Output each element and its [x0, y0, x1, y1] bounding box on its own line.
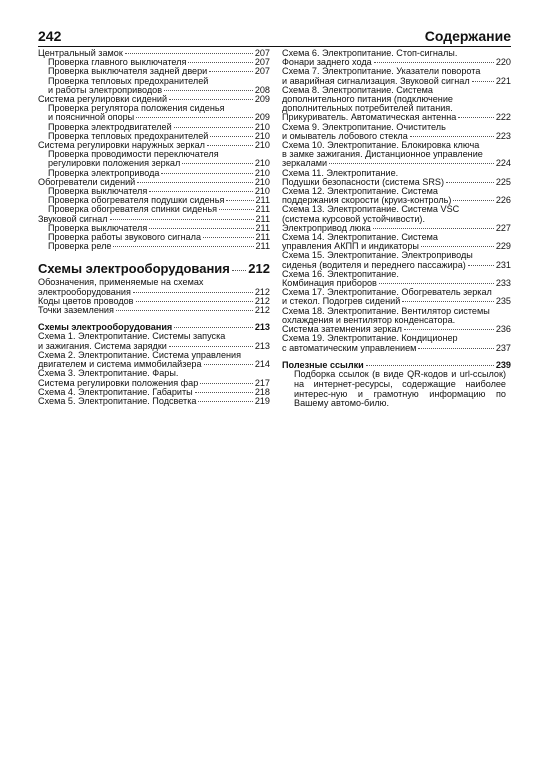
toc-entry-text: Система регулировки положения фар	[38, 377, 199, 388]
toc-page-number: 209	[254, 112, 270, 123]
dot-leader	[404, 329, 494, 330]
toc-entry-text: Схема 8. Электропитание. Система	[282, 85, 433, 95]
page-header	[38, 28, 511, 47]
dot-leader	[174, 327, 253, 328]
toc-entry-text: Схема 6. Электропитание. Стоп-сигналы.	[282, 49, 458, 58]
toc-page-number: 211	[255, 232, 270, 243]
toc-entry	[282, 141, 511, 169]
toc-entry-text: Коды цветов проводов	[38, 295, 134, 306]
toc-page-number: 236	[495, 324, 511, 335]
toc-page-number: 210	[254, 176, 270, 187]
toc-entry-text: Система регулировки сидений	[38, 94, 168, 105]
toc-entry-text: Схема 1. Электропитание. Системы запуска	[38, 332, 226, 342]
toc-entry-text: Схема 7. Электропитание. Указатели поворота	[282, 67, 481, 77]
toc-page-number: 226	[495, 195, 511, 206]
toc-entry	[38, 67, 270, 76]
toc-page-number: 239	[495, 359, 511, 370]
toc-entry	[282, 233, 511, 251]
toc-page-number: 229	[495, 241, 511, 252]
toc-entry-text: Электропривод люка	[282, 222, 371, 233]
toc-page-number: 211	[255, 222, 270, 233]
toc-entry	[282, 251, 511, 269]
dot-leader	[116, 310, 253, 311]
toc-entry-text: управления АКПП и индикаторы	[282, 241, 419, 252]
toc-page-number: 212	[248, 261, 270, 277]
toc-entry	[282, 187, 511, 205]
toc-page-number: 218	[254, 386, 270, 397]
toc-page-number: 223	[495, 130, 511, 141]
dot-leader	[472, 81, 494, 82]
dot-leader	[161, 173, 252, 174]
dot-leader	[188, 62, 252, 63]
toc-entry-text: Проверка проводимости переключателя	[48, 150, 219, 160]
toc-page-number: 211	[255, 204, 270, 215]
dot-leader	[379, 283, 494, 284]
dot-leader	[210, 136, 252, 137]
toc-entry-text: Проверка главного выключателя	[48, 57, 187, 68]
dot-leader	[410, 136, 494, 137]
toc-page-number: 214	[254, 359, 270, 370]
toc-entry	[38, 77, 270, 95]
toc-entry-text: и работы электроприводов	[48, 84, 163, 95]
toc-page-number: 207	[254, 66, 270, 77]
dot-leader	[232, 270, 246, 271]
toc-entry-text: Проверка выключателя	[48, 186, 148, 197]
dot-leader	[402, 301, 494, 302]
toc-page-number: 210	[254, 121, 270, 132]
dot-leader	[446, 182, 494, 183]
dot-leader	[329, 163, 494, 164]
dot-leader	[149, 228, 253, 229]
toc-page-number: 219	[254, 395, 270, 406]
toc-entry-text: Схема 5. Электропитание. Подсветка	[38, 395, 197, 406]
toc-left-column	[38, 49, 270, 406]
dot-leader	[219, 209, 253, 210]
toc-entry	[282, 288, 511, 306]
dot-leader	[164, 90, 253, 91]
toc-entry-text: дополнительного питания (подключение	[282, 95, 453, 105]
toc-page-number: 211	[255, 195, 270, 206]
toc-page-number: 212	[254, 286, 270, 297]
toc-entry-text: Схема 17. Электропитание. Обогреватель зеркал	[282, 288, 492, 298]
toc-entry-text: Схема 9. Электропитание. Очиститель	[282, 122, 446, 132]
toc-entry-text: (система курсовой устойчивости).	[282, 213, 425, 224]
toc-entry-text: Центральный замок	[38, 48, 123, 58]
toc-entry	[282, 86, 511, 123]
toc-entry-text: сиденья (водителя и переднего пассажира)	[282, 259, 466, 270]
toc-entry-text: Схема 3. Электропитание. Фары.	[38, 369, 179, 379]
dot-leader	[209, 71, 253, 72]
toc-entry-text: Схема 11. Электропитание.	[282, 168, 399, 178]
dot-leader	[207, 145, 253, 146]
toc-entry-text: Схема 2. Электропитание. Система управления	[38, 350, 242, 360]
toc-page-number: 213	[254, 340, 270, 351]
toc-section-heading	[38, 261, 270, 276]
toc-entry-text: Прикуриватель. Автоматическая антенна	[282, 112, 457, 123]
dot-leader	[195, 392, 253, 393]
toc-entry-text: и омыватель лобового стекла	[282, 130, 408, 141]
toc-entry	[282, 224, 511, 233]
toc-entry	[38, 242, 270, 251]
toc-page-number: 220	[495, 57, 511, 68]
toc-entry-text: и стекол. Подогрев сидений	[282, 296, 401, 307]
dot-leader	[204, 364, 253, 365]
toc-entry	[38, 351, 270, 369]
toc-entry	[38, 332, 270, 350]
dot-leader	[110, 219, 254, 220]
toc-entry-text: Обогреватели сидений	[38, 176, 136, 187]
toc-page-number: 231	[495, 259, 511, 270]
dot-leader	[169, 346, 253, 347]
toc-entry-text: Схема 13. Электропитание. Система VSC	[282, 205, 460, 215]
toc-entry-text: в замке зажигания. Дистанционное управление	[282, 150, 483, 160]
dot-leader	[182, 163, 253, 164]
dot-leader	[136, 301, 253, 302]
toc-entry-text: Схемы электрооборудования	[38, 322, 173, 333]
toc-entry-text: Схема 12. Электропитание. Система	[282, 187, 438, 197]
toc-entry-text: электрооборудования	[38, 286, 131, 297]
toc-entry-text: поддержания скорости (круиз-контроль)	[282, 195, 452, 206]
toc-entry-text: Схема 15. Электропитание. Электроприводы	[282, 251, 473, 261]
toc-page-number: 210	[254, 167, 270, 178]
toc-page-number: 222	[495, 112, 511, 123]
toc-entry-text: охлаждения и вентилятор конденсатора.	[282, 315, 456, 325]
toc-entry-text: Схема 4. Электропитание. Габариты	[38, 386, 193, 397]
toc-entry	[38, 369, 270, 387]
toc-entry-text: Схема 14. Электропитание. Система	[282, 233, 438, 243]
dot-leader	[125, 53, 253, 54]
toc-entry-text: дополнительных потребителей питания.	[282, 104, 453, 114]
toc-entry-text: и аварийная сигнализация. Звуковой сигнал	[282, 75, 470, 86]
toc-entry-text: Проверка выключателя задней двери	[48, 66, 208, 77]
toc-entry	[38, 397, 270, 406]
toc-entry-text: и поясничной опоры	[48, 112, 135, 123]
toc-entry-text: Схема 19. Электропитание. Кондиционер	[282, 334, 458, 344]
toc-entry-text: Система регулировки наружных зеркал	[38, 140, 205, 151]
toc-page-number: 211	[255, 213, 270, 224]
dot-leader	[418, 348, 493, 349]
toc-entry-text: с автоматическим управлением	[282, 342, 417, 353]
dot-leader	[468, 265, 494, 266]
toc-entry	[38, 95, 270, 104]
toc-entry-text: Схемы электрооборудования	[38, 261, 230, 277]
toc-entry-text: Схема 16. Электропитание.	[282, 269, 399, 279]
dot-leader	[453, 200, 493, 201]
toc-entry-text: регулировки положения зеркал	[48, 158, 181, 169]
dot-leader	[133, 292, 253, 293]
dot-leader	[113, 246, 253, 247]
toc-entry-text: Подушки безопасности (система SRS)	[282, 176, 445, 187]
dot-leader	[169, 99, 253, 100]
toc-entry-text: Проверка работы звукового сигнала	[48, 232, 202, 243]
dot-leader	[366, 365, 494, 366]
dot-leader	[174, 127, 253, 128]
dot-leader	[136, 117, 253, 118]
toc-entry	[282, 67, 511, 85]
toc-entry-text: Фонари заднего хода	[282, 57, 372, 68]
toc-entry-text: Обозначения, применяемые на схемах	[38, 278, 204, 288]
toc-entry-text: Комбинация приборов	[282, 278, 377, 289]
toc-entry-text: Проверка тепловых предохранителей	[48, 130, 209, 141]
dot-leader	[203, 237, 253, 238]
toc-entry-text: Проверка выключателя	[48, 222, 148, 233]
toc-entry-text: зеркалами	[282, 158, 328, 169]
dot-leader	[198, 401, 252, 402]
toc-entry	[282, 307, 511, 335]
toc-entry-text: Проверка электропривода	[48, 167, 160, 178]
toc-page-number: 207	[254, 48, 270, 58]
toc-entry-text: Проверка обогревателя спинки сиденья	[48, 204, 218, 215]
toc-page-number: 217	[254, 377, 270, 388]
toc-page-number: 221	[495, 75, 511, 86]
toc-page-number: 210	[254, 140, 270, 151]
toc-page-number: 213	[254, 322, 270, 333]
toc-page-number: 210	[254, 130, 270, 141]
toc-entry	[282, 49, 511, 67]
page-title: Содержание	[424, 28, 511, 44]
toc-right-column	[282, 49, 511, 409]
toc-entry	[38, 278, 270, 296]
toc-entry-text: Схема 18. Электропитание. Вентилятор системы	[282, 306, 490, 316]
toc-page-number: 225	[495, 176, 511, 187]
dot-leader	[226, 200, 253, 201]
dot-leader	[373, 228, 494, 229]
toc-entry	[38, 306, 270, 315]
toc-entry-text: Проверка электродвигателей	[48, 121, 172, 132]
toc-entry-text: Проверка тепловых предохранителей	[48, 76, 209, 86]
toc-entry	[282, 270, 511, 288]
toc-entry-text: Проверка обогревателя подушки сиденья	[48, 195, 225, 206]
toc-entry-text: Проверка реле	[48, 241, 112, 252]
toc-page-number: 207	[254, 57, 270, 68]
toc-page-number: 237	[495, 342, 511, 353]
toc-entry-text: Полезные ссылки	[282, 359, 364, 370]
toc-entry-text: Звуковой сигнал	[38, 213, 108, 224]
toc-page-number: 210	[254, 158, 270, 169]
toc-right-list	[282, 49, 511, 370]
toc-page-number: 209	[254, 94, 270, 105]
toc-entry	[282, 334, 511, 352]
useful-links-note: Подборка ссылок (в виде QR-кодов и url-ссылок) на интернет-ресурсы, содержащие наиболее интерес-ную и грамотную информацию по Вашему автомо-билю.	[294, 368, 506, 409]
toc-page-number: 210	[254, 186, 270, 197]
toc-entry	[282, 205, 511, 223]
toc-entry-text: Точки заземления	[38, 305, 114, 316]
toc-entry-text: Схема 10. Электропитание. Блокировка ключа	[282, 141, 480, 151]
toc-entry-text: Система затемнения зеркал	[282, 324, 402, 335]
toc-page-number: 233	[495, 278, 511, 289]
toc-entry	[38, 141, 270, 150]
toc-page-number: 211	[255, 241, 270, 252]
toc-entry-text: и зажигания. Система зарядки	[38, 340, 167, 351]
toc-entry-text: двигателем и система иммобилайзера	[38, 359, 202, 370]
dot-leader	[200, 383, 253, 384]
toc-entry	[38, 104, 270, 122]
toc-page-number: 208	[254, 84, 270, 95]
page-number: 242	[38, 28, 62, 44]
toc-page-number: 212	[254, 295, 270, 306]
dot-leader	[149, 191, 253, 192]
toc-entry	[38, 150, 270, 168]
toc-entry-text: Проверка регулятора положения сиденья	[48, 104, 225, 114]
toc-entry	[38, 323, 270, 332]
toc-entry	[282, 169, 511, 187]
dot-leader	[137, 182, 253, 183]
dot-leader	[421, 246, 494, 247]
dot-leader	[458, 117, 493, 118]
toc-entry	[282, 123, 511, 141]
toc-page-number: 227	[495, 222, 511, 233]
dot-leader	[374, 62, 494, 63]
toc-page-number: 212	[254, 305, 270, 316]
toc-page-number: 224	[495, 158, 511, 169]
toc-page-number: 235	[495, 296, 511, 307]
